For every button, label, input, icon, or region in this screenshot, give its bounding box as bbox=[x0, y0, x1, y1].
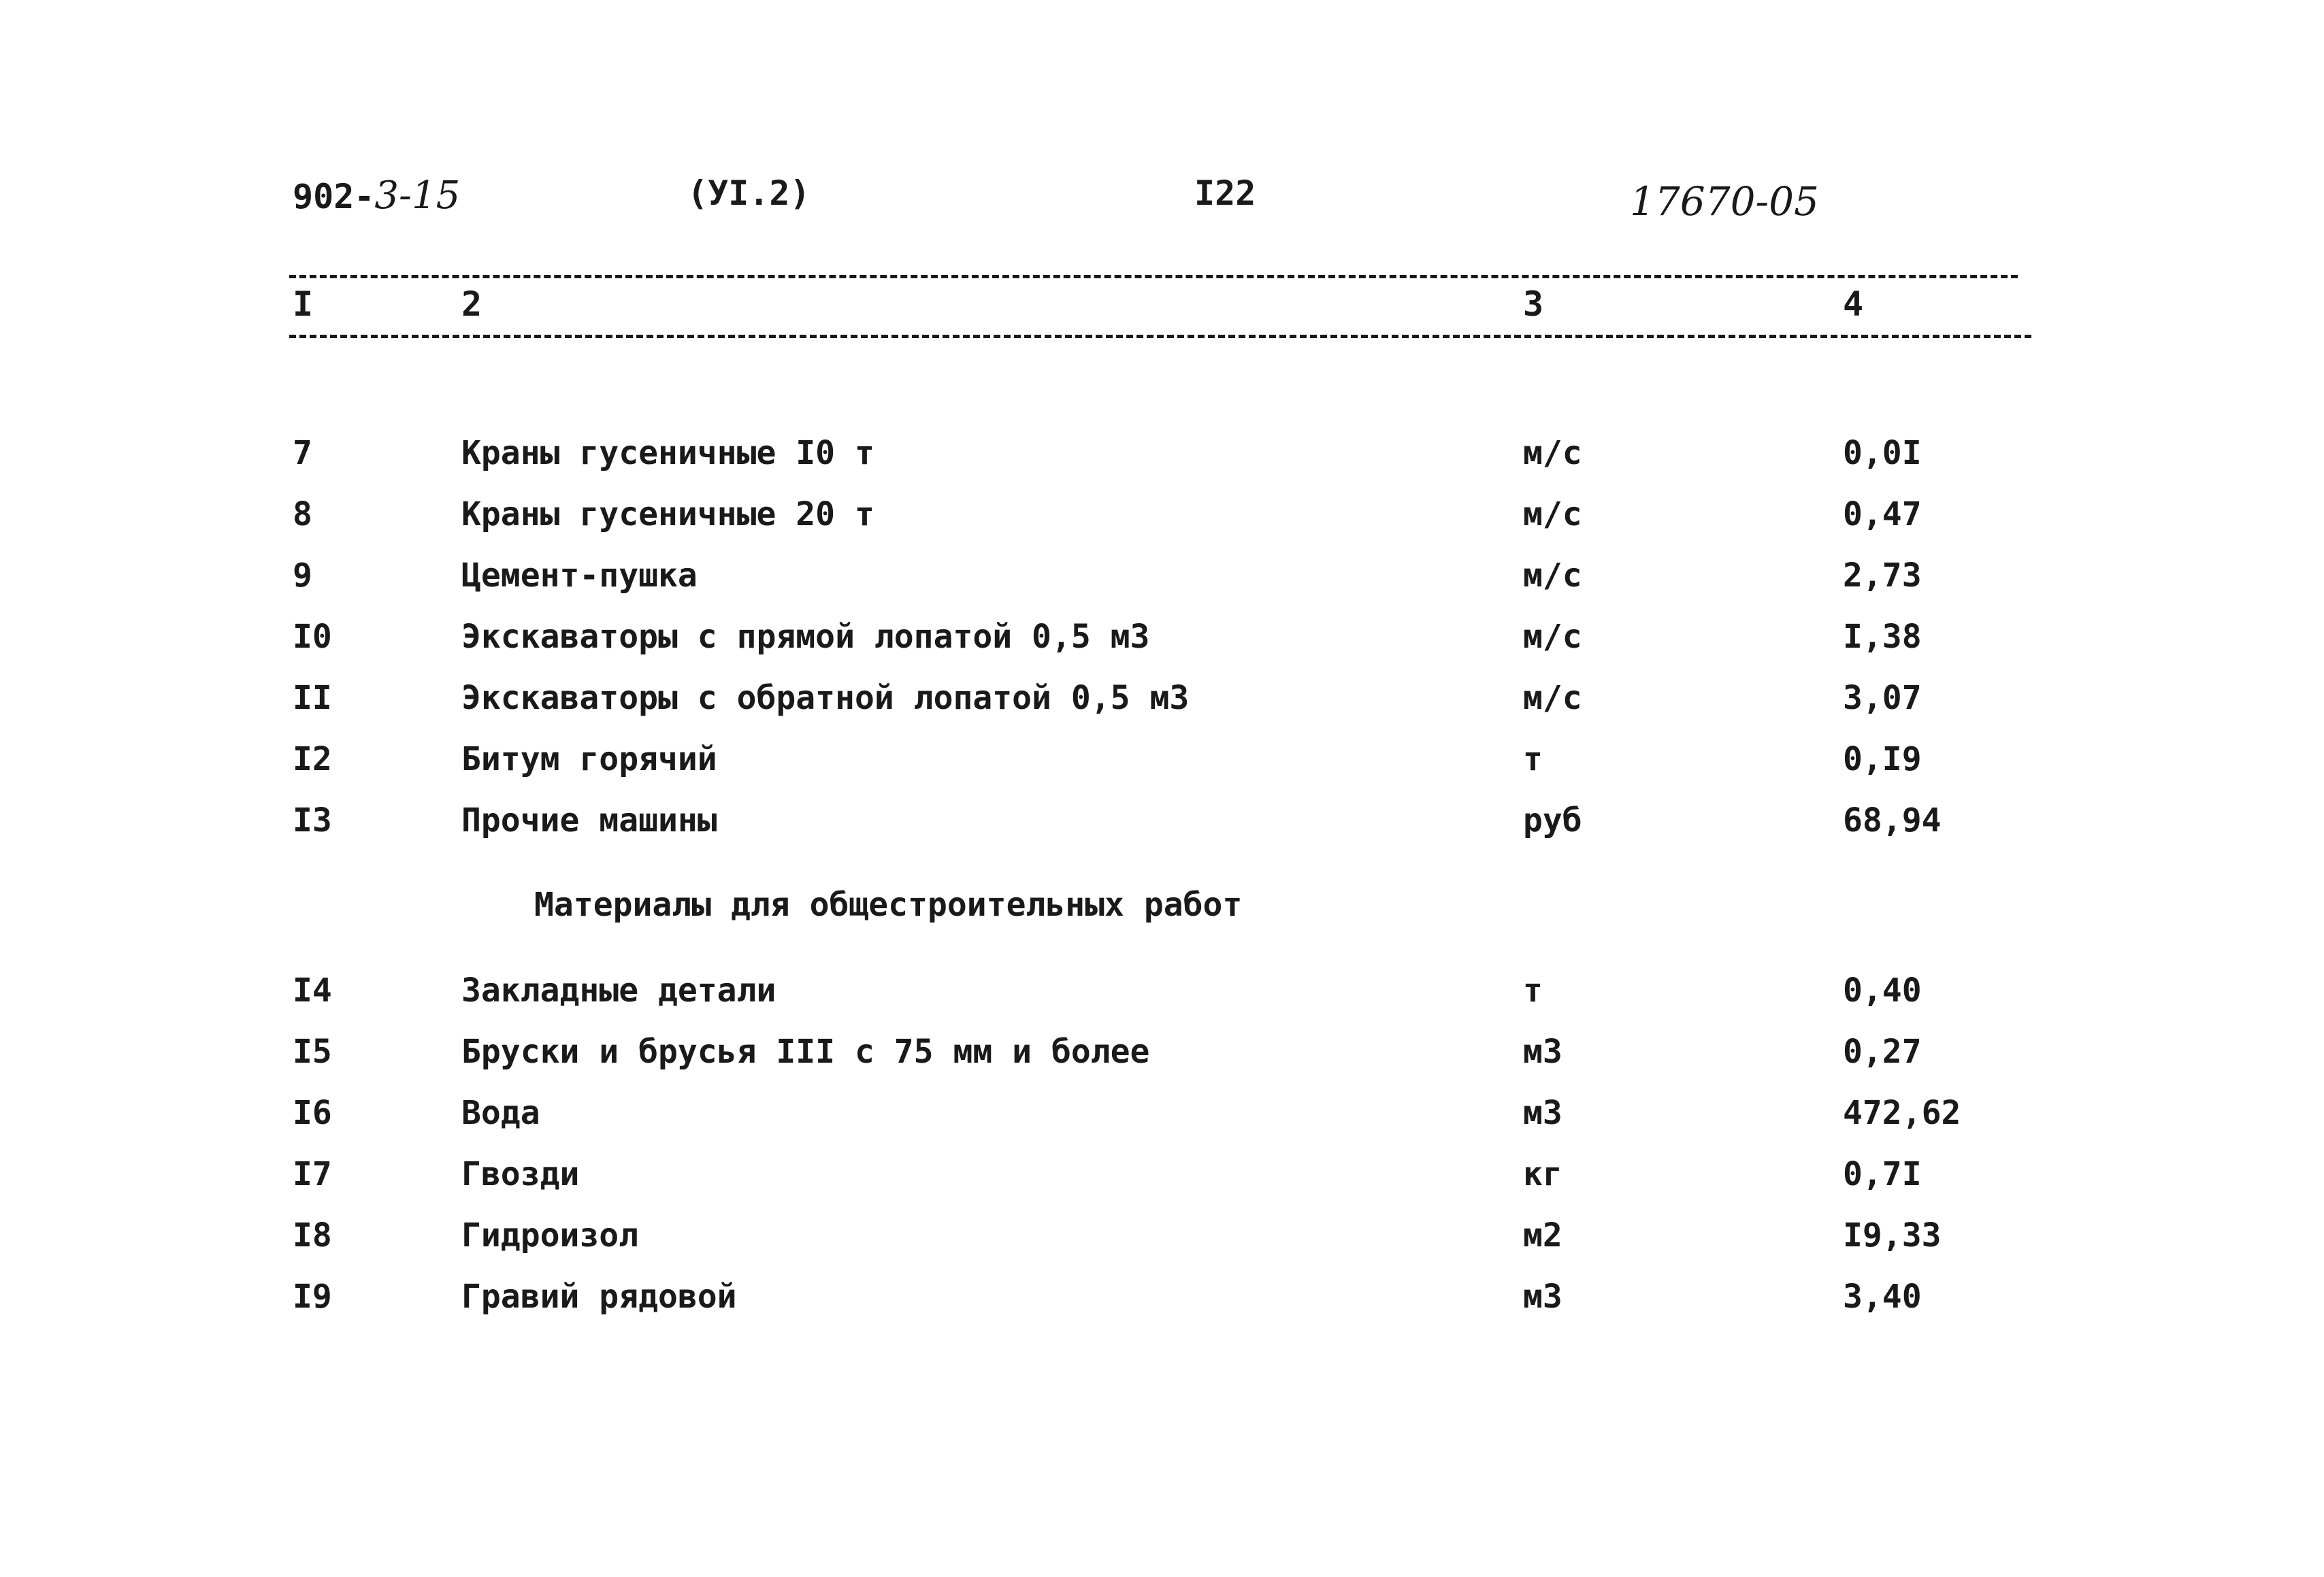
row-unit: м3 bbox=[1523, 1033, 1562, 1071]
row-number: I8 bbox=[293, 1216, 332, 1255]
project-code-prefix: 902- bbox=[293, 177, 375, 216]
column-header-2: 2 bbox=[461, 284, 482, 324]
row-name: Гидроизол bbox=[461, 1216, 639, 1255]
row-value: 0,27 bbox=[1843, 1033, 1922, 1071]
row-value: 3,07 bbox=[1843, 679, 1922, 717]
row-number: I5 bbox=[293, 1033, 332, 1071]
row-name: Цемент-пушка bbox=[461, 557, 698, 595]
table-row bbox=[0, 1278, 2324, 1332]
project-code-handwritten: 3-15 bbox=[374, 173, 461, 218]
table-row bbox=[0, 679, 2324, 733]
row-number: 7 bbox=[293, 434, 312, 472]
row-unit: м/с bbox=[1523, 434, 1582, 472]
table-row bbox=[0, 557, 2324, 611]
row-unit: т bbox=[1523, 972, 1543, 1010]
table-top-rule bbox=[289, 275, 2018, 278]
table-row bbox=[0, 1216, 2324, 1271]
row-value: I9,33 bbox=[1843, 1216, 1942, 1255]
page-number: I22 bbox=[1194, 173, 1256, 213]
table-row bbox=[0, 1094, 2324, 1148]
row-unit: м/с bbox=[1523, 679, 1582, 717]
row-unit: руб bbox=[1523, 801, 1582, 840]
row-value: 0,0I bbox=[1843, 434, 1922, 472]
row-name: Краны гусеничные I0 т bbox=[461, 434, 874, 472]
table-row bbox=[0, 618, 2324, 672]
row-number: II bbox=[293, 679, 332, 717]
row-unit: кг bbox=[1523, 1155, 1562, 1193]
row-value: 2,73 bbox=[1843, 557, 1922, 595]
row-name: Экскаваторы с обратной лопатой 0,5 м3 bbox=[461, 679, 1190, 717]
column-header-3: 3 bbox=[1523, 284, 1544, 324]
table-row bbox=[0, 972, 2324, 1026]
row-number: I7 bbox=[293, 1155, 332, 1193]
row-number: I3 bbox=[293, 801, 332, 840]
row-name: Вода bbox=[461, 1094, 540, 1132]
row-name: Битум горячий bbox=[461, 740, 717, 778]
row-value: 0,40 bbox=[1843, 972, 1922, 1010]
row-name: Прочие машины bbox=[461, 801, 717, 840]
row-unit: м/с bbox=[1523, 557, 1582, 595]
row-number: I6 bbox=[293, 1094, 332, 1132]
row-number: I2 bbox=[293, 740, 332, 778]
row-number: I9 bbox=[293, 1278, 332, 1316]
table-row bbox=[0, 495, 2324, 550]
row-name: Гравий рядовой bbox=[461, 1278, 737, 1316]
table-row bbox=[0, 740, 2324, 795]
row-name: Закладные детали bbox=[461, 972, 776, 1010]
row-unit: м3 bbox=[1523, 1278, 1562, 1316]
row-name: Бруски и брусья III с 75 мм и более bbox=[461, 1033, 1150, 1071]
row-unit: м2 bbox=[1523, 1216, 1562, 1255]
row-value: 3,40 bbox=[1843, 1278, 1922, 1316]
row-name: Экскаваторы с прямой лопатой 0,5 м3 bbox=[461, 618, 1150, 656]
table-row bbox=[0, 1155, 2324, 1210]
row-number: I4 bbox=[293, 972, 332, 1010]
row-value: 0,7I bbox=[1843, 1155, 1922, 1193]
table-header-rule bbox=[289, 335, 2031, 338]
row-value: 0,I9 bbox=[1843, 740, 1922, 778]
row-unit: м3 bbox=[1523, 1094, 1562, 1132]
row-value: 0,47 bbox=[1843, 495, 1922, 533]
section-title: Материалы для общестроительных работ bbox=[534, 886, 1243, 924]
document-number: 17670-05 bbox=[1630, 178, 1819, 225]
row-value: 472,62 bbox=[1843, 1094, 1961, 1132]
row-value: I,38 bbox=[1843, 618, 1922, 656]
row-unit: м/с bbox=[1523, 495, 1582, 533]
row-name: Краны гусеничные 20 т bbox=[461, 495, 874, 533]
row-number: 9 bbox=[293, 557, 312, 595]
row-number: I0 bbox=[293, 618, 332, 656]
row-unit: м/с bbox=[1523, 618, 1582, 656]
row-value: 68,94 bbox=[1843, 801, 1942, 840]
row-name: Гвозди bbox=[461, 1155, 580, 1193]
table-row bbox=[0, 1033, 2324, 1087]
section-number: (УI.2) bbox=[687, 173, 811, 213]
column-header-1: I bbox=[293, 284, 314, 324]
table-row bbox=[0, 434, 2324, 488]
project-code bbox=[293, 173, 460, 218]
table-row bbox=[0, 801, 2324, 856]
column-header-4: 4 bbox=[1843, 284, 1864, 324]
row-number: 8 bbox=[293, 495, 312, 533]
row-unit: т bbox=[1523, 740, 1543, 778]
